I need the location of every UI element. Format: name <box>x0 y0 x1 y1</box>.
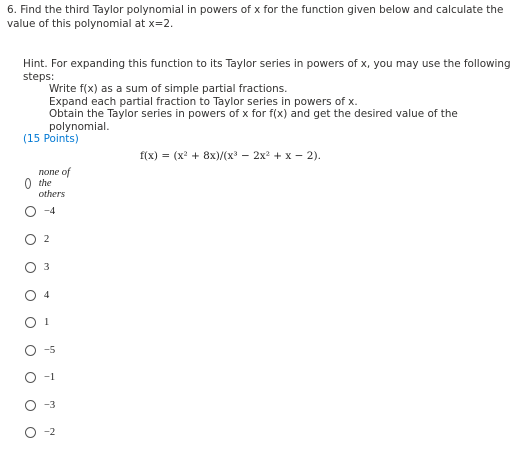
option-1[interactable] <box>23 314 49 330</box>
option-minus-3[interactable] <box>23 397 55 413</box>
option-label: 1 <box>44 316 50 328</box>
option-label: 3 <box>44 261 50 273</box>
radio-button[interactable] <box>25 372 36 383</box>
points-label: (15 Points) <box>23 133 79 145</box>
hint-block <box>23 58 513 146</box>
hint-step-2: Expand each partial fraction to Taylor series in powers of x. <box>49 95 358 108</box>
hint-step-3: Obtain the Taylor series in powers of x for f(x) and get the desired value of the polynomial. <box>49 108 458 133</box>
option-label: none of the others <box>38 166 70 200</box>
option-minus-1[interactable] <box>23 369 55 385</box>
hint-step-1: Write f(x) as a sum of simple partial fractions. <box>49 83 288 95</box>
radio-button[interactable] <box>25 234 36 245</box>
option-label: 4 <box>44 289 50 301</box>
radio-button[interactable] <box>25 178 31 189</box>
option-label: −2 <box>44 426 56 438</box>
option-minus-4[interactable] <box>23 203 55 219</box>
option-label: 2 <box>44 233 50 245</box>
radio-button[interactable] <box>25 290 36 301</box>
function-formula: f(x) = (x² + 8x)/(x³ − 2x² + x − 2). <box>140 150 321 162</box>
option-label: −5 <box>44 344 56 356</box>
radio-button[interactable] <box>25 400 36 411</box>
option-label: −4 <box>44 205 56 217</box>
radio-button[interactable] <box>25 317 36 328</box>
option-2[interactable] <box>23 231 49 247</box>
radio-button[interactable] <box>25 206 36 217</box>
option-minus-5[interactable] <box>23 342 55 358</box>
option-4[interactable] <box>23 287 49 303</box>
radio-button[interactable] <box>25 427 36 438</box>
question-title: 6. Find the third Taylor polynomial in powers of x for the function given below and calculate the value of this polynomial at x=2. <box>7 4 504 30</box>
radio-button[interactable] <box>25 345 36 356</box>
option-label: −1 <box>44 371 56 383</box>
option-3[interactable] <box>23 259 49 275</box>
radio-button[interactable] <box>25 262 36 273</box>
option-minus-2[interactable] <box>23 424 55 440</box>
hint-intro: Hint. For expanding this function to its Taylor series in powers of x, you may use the following steps: <box>23 58 511 83</box>
option-label: −3 <box>44 399 56 411</box>
option-none-of-the-others[interactable] <box>23 166 70 200</box>
